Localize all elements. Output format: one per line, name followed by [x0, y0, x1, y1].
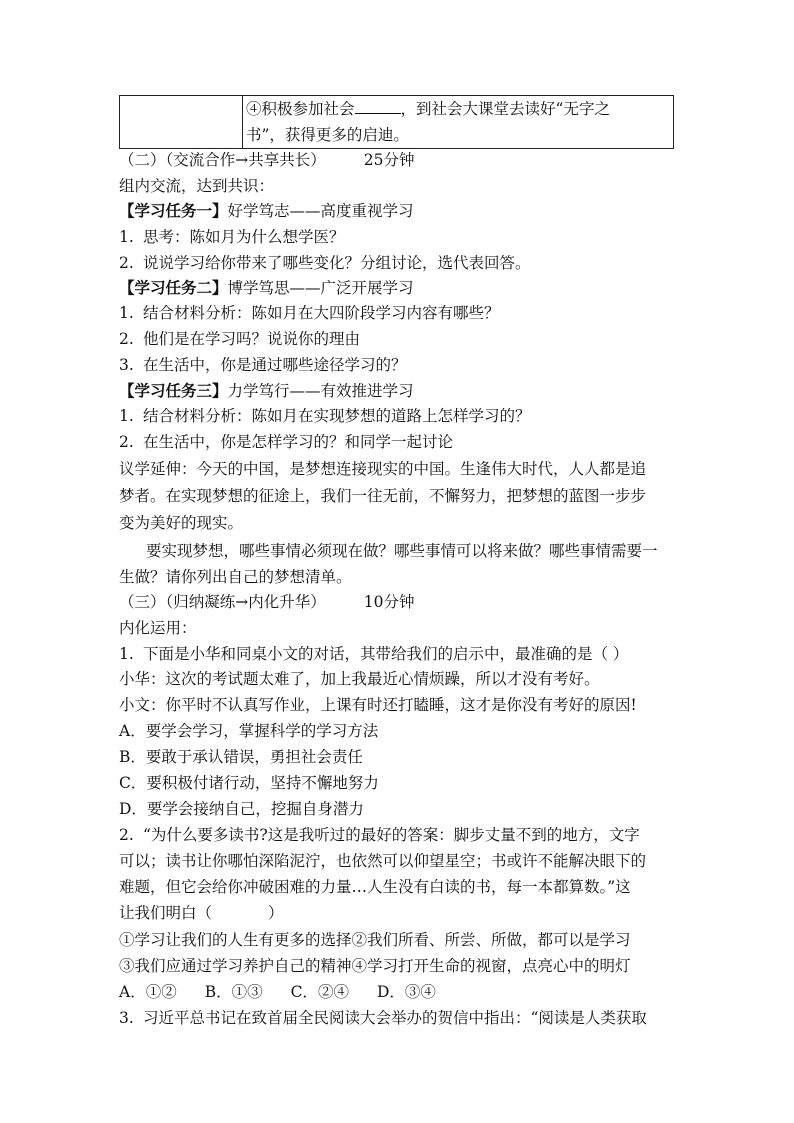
- task3-tag: 【学习任务三】: [119, 381, 228, 400]
- extension-line-1: 议学延伸：今天的中国，是梦想连接现实的中国。生逢伟大时代，人人都是追: [119, 460, 647, 478]
- question-text: “为什么要多读书?这是我听过的最好的答案：脚步丈量不到的地方，文字: [143, 826, 640, 844]
- question-2-line-2: 可以；读书让你哪怕深陷泥泞，也依然可以仰望星空；书或许不能解决眼下的: [119, 852, 647, 870]
- item-number: 3.: [119, 356, 134, 374]
- top-table: [119, 95, 674, 149]
- extension-line-2: 梦者。在实现梦想的征途上，我们一往无前，不懈努力，把梦想的蓝图一步步: [119, 487, 647, 505]
- task3-item-1: [119, 405, 531, 427]
- item-number: 2.: [119, 330, 134, 348]
- task2-tag: 【学习任务二】: [119, 278, 228, 297]
- q1-option-b: B．要敢于承认错误，勇担社会责任: [119, 748, 363, 766]
- q2-option-c: C．②④: [290, 983, 349, 1001]
- question-2-line-1: [119, 824, 640, 846]
- extension-line-3: 变为美好的现实。: [119, 514, 244, 532]
- section2-intro: 组内交流，达到共识：: [119, 177, 275, 195]
- item-text: 他们是在学习吗？说说你的理由: [143, 330, 361, 348]
- task3-item-2: [119, 431, 453, 453]
- item-text: 结合材料分析：陈如月在实现梦想的道路上怎样学习的？: [143, 407, 531, 425]
- task2-heading: [119, 277, 414, 299]
- question-2-line-3: 难题，但它会给你冲破困难的力量…人生没有白读的书，每一本都算数。”这: [119, 878, 631, 896]
- task3-heading: [119, 380, 414, 402]
- section3-heading-line: [119, 591, 414, 613]
- table-text-after-blank: ，到社会大课堂去读好“无字之: [400, 100, 610, 118]
- table-cell-empty: [120, 96, 243, 149]
- task1-item-1: [119, 226, 345, 248]
- question-number: 1.: [119, 645, 134, 663]
- task2-item-1: [119, 302, 500, 324]
- item-number: 1.: [119, 228, 134, 246]
- item-number: 1.: [119, 304, 134, 322]
- q2-statements-2: ③我们应通过学习养护自己的精神④学习打开生命的视窗，点亮心中的明灯: [119, 957, 631, 975]
- dialog-line-2: 小文：你平时不认真写作业，上课有时还打瞌睡，这才是你没有考好的原因!: [119, 696, 637, 714]
- task1-title: 好学笃志——高度重视学习: [227, 202, 414, 220]
- task3-title: 力学笃行——有效推进学习: [227, 382, 414, 400]
- section3-intro: 内化运用：: [119, 619, 197, 637]
- section3-heading: （三）（归纳凝练→内化升华）: [119, 593, 326, 611]
- q2-option-b: B．①③: [204, 983, 263, 1001]
- fill-in-blank: [355, 99, 401, 114]
- table-text-line2: 书”，获得更多的启迪。: [246, 126, 409, 144]
- item-text: 在生活中，你是通过哪些途径学习的？: [143, 356, 407, 374]
- task1-heading: [119, 200, 414, 222]
- task2-item-2: [119, 328, 360, 350]
- question-text: 让我们明白（: [119, 904, 213, 922]
- answer-paren-close: ）: [268, 904, 284, 922]
- q1-option-c: C．要积极付诸行动，坚持不懈地努力: [119, 774, 379, 792]
- task2-item-3: [119, 354, 407, 376]
- item-text: 在生活中，你是怎样学习的？和同学一起讨论: [143, 433, 454, 451]
- task2-title: 博学笃思——广泛开展学习: [227, 279, 414, 297]
- item-text: 结合材料分析：陈如月在大四阶段学习内容有哪些？: [143, 304, 500, 322]
- table-text-before-blank: ④积极参加社会: [246, 100, 355, 118]
- section3-time: 10分钟: [363, 593, 415, 611]
- item-text: 思考：陈如月为什么想学医？: [143, 228, 345, 246]
- q1-option-a: A．要学会学习，掌握科学的学习方法: [119, 722, 379, 740]
- q2-option-a: A．①②: [119, 983, 177, 1001]
- section2-heading: （二）（交流合作→共享共长）: [119, 151, 326, 169]
- question-1-stem: [119, 643, 628, 665]
- q2-statements-1: ①学习让我们的人生有更多的选择②我们所看、所尝、所做，都可以是学习: [119, 931, 631, 949]
- question-number: 2.: [119, 826, 134, 844]
- section2-time: 25分钟: [363, 151, 415, 169]
- question-text: 下面是小华和同桌小文的对话，其带给我们的启示中，最准确的是（ ）: [143, 645, 629, 663]
- dialog-line-1: 小华：这次的考试题太难了，加上我最近心情烦躁，所以才没有考好。: [119, 670, 600, 688]
- question-3-line-1: [119, 1007, 647, 1029]
- question-text: 习近平总书记在致首届全民阅读大会举办的贺信中指出：“阅读是人类获取: [143, 1009, 647, 1027]
- q1-option-d: D．要学会接纳自己，挖掘自身潜力: [119, 800, 364, 818]
- table-cell-text: [243, 96, 674, 149]
- item-number: 2.: [119, 254, 134, 272]
- q2-options: [119, 981, 436, 1003]
- question-2-line-4: [119, 902, 284, 924]
- item-number: 2.: [119, 433, 134, 451]
- section2-heading-line: [119, 149, 414, 171]
- task1-tag: 【学习任务一】: [119, 201, 228, 220]
- dream-line-2: 生做？请你列出自己的梦想清单。: [119, 568, 352, 586]
- task1-item-2: [119, 252, 531, 274]
- table-row: [120, 96, 674, 149]
- q2-option-d: D．③④: [376, 983, 436, 1001]
- question-number: 3.: [119, 1009, 134, 1027]
- dream-line-1: 要实现梦想，哪些事情必须现在做？哪些事情可以将来做？哪些事情需要一: [146, 542, 658, 560]
- item-text: 说说学习给你带来了哪些变化？分组讨论，选代表回答。: [143, 254, 531, 272]
- item-number: 1.: [119, 407, 134, 425]
